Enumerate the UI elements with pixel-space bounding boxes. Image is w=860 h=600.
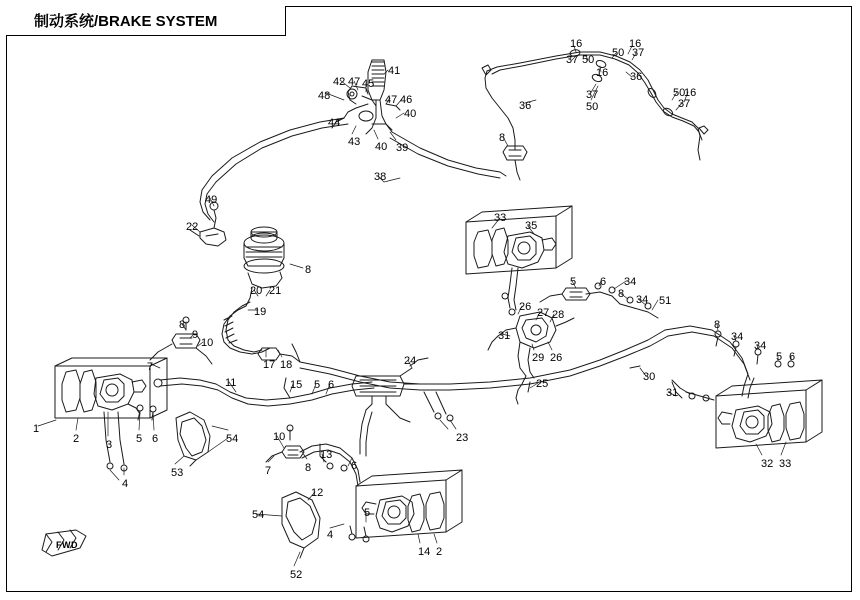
callout-9: 9 [192,329,199,341]
callout-6: 6 [351,460,358,472]
title-block [6,6,286,36]
callout-8: 8 [305,462,312,474]
callout-5: 5 [776,351,783,363]
callout-44: 44 [328,117,341,129]
callout-36: 36 [630,71,643,83]
page-title: 制动系统/BRAKE SYSTEM [34,13,218,30]
callout-2: 2 [73,433,80,445]
callout-17: 17 [263,359,276,371]
callout-34: 34 [754,340,767,352]
callout-14: 14 [418,546,431,558]
callout-49: 49 [205,194,218,206]
callout-5: 5 [314,379,321,391]
callout-15: 15 [290,379,303,391]
callout-5: 5 [570,276,577,288]
callout-8: 8 [499,132,506,144]
callout-21: 21 [269,285,282,297]
callout-8: 8 [179,319,186,331]
callout-46: 46 [400,94,413,106]
callout-34: 34 [624,276,637,288]
callout-36: 36 [519,100,532,112]
callout-13: 13 [320,449,333,461]
callout-32: 32 [761,458,774,470]
callout-31: 31 [666,387,679,399]
callout-50: 50 [612,47,625,59]
callout-54: 54 [252,509,265,521]
callout-16: 16 [629,38,642,50]
callout-40: 40 [404,108,417,120]
callout-45: 45 [362,78,375,90]
callout-51: 51 [659,295,672,307]
callout-50: 50 [582,54,595,66]
callout-5: 5 [364,507,371,519]
callout-19: 19 [254,306,267,318]
callout-6: 6 [600,276,607,288]
callout-37: 37 [566,54,579,66]
callout-3: 3 [106,439,113,451]
callout-39: 39 [396,142,409,154]
callout-47: 47 [385,94,398,106]
callout-26: 26 [519,301,532,313]
callout-8: 8 [618,288,625,300]
callout-37: 37 [678,98,691,110]
callout-41: 41 [388,65,401,77]
callout-16: 16 [596,67,609,79]
callout-10: 10 [201,337,214,349]
callout-16: 16 [570,38,583,50]
callout-35: 35 [525,220,538,232]
callout-43: 43 [348,136,361,148]
fwd-direction-label: FWD [56,540,78,550]
callout-33: 33 [779,458,792,470]
callout-33: 33 [494,212,507,224]
callout-4: 4 [122,478,129,490]
callout-6: 6 [789,351,796,363]
callout-42: 42 [333,76,346,88]
callout-40: 40 [375,141,388,153]
callout-1: 1 [33,423,40,435]
callout-27: 27 [537,307,550,319]
callout-37: 37 [586,89,599,101]
callout-5: 5 [136,433,143,445]
callout-54: 54 [226,433,239,445]
callout-30: 30 [643,371,656,383]
callout-8: 8 [305,264,312,276]
callout-10: 10 [273,431,286,443]
callout-47: 47 [348,76,361,88]
callout-24: 24 [404,355,417,367]
callout-20: 20 [250,285,263,297]
callout-7: 7 [265,465,272,477]
callout-18: 18 [280,359,293,371]
callout-28: 28 [552,309,565,321]
callout-48: 48 [318,90,331,102]
callout-4: 4 [327,529,334,541]
callout-23: 23 [456,432,469,444]
callout-53: 53 [171,467,184,479]
callout-8: 8 [714,319,721,331]
callout-50: 50 [673,87,686,99]
callout-50: 50 [586,101,599,113]
callout-29: 29 [532,352,545,364]
callout-34: 34 [636,294,649,306]
callout-37: 37 [632,47,645,59]
callout-31: 31 [498,330,511,342]
callout-12: 12 [311,487,324,499]
callout-6: 6 [328,379,335,391]
callout-16: 16 [684,87,697,99]
callout-22: 22 [186,221,199,233]
callout-11: 11 [225,377,237,389]
callout-34: 34 [731,331,744,343]
callout-26: 26 [550,352,563,364]
callout-25: 25 [536,378,549,390]
callout-52: 52 [290,569,303,581]
callout-2: 2 [436,546,443,558]
callout-7: 7 [147,361,154,373]
callout-38: 38 [374,171,387,183]
callout-6: 6 [152,433,159,445]
